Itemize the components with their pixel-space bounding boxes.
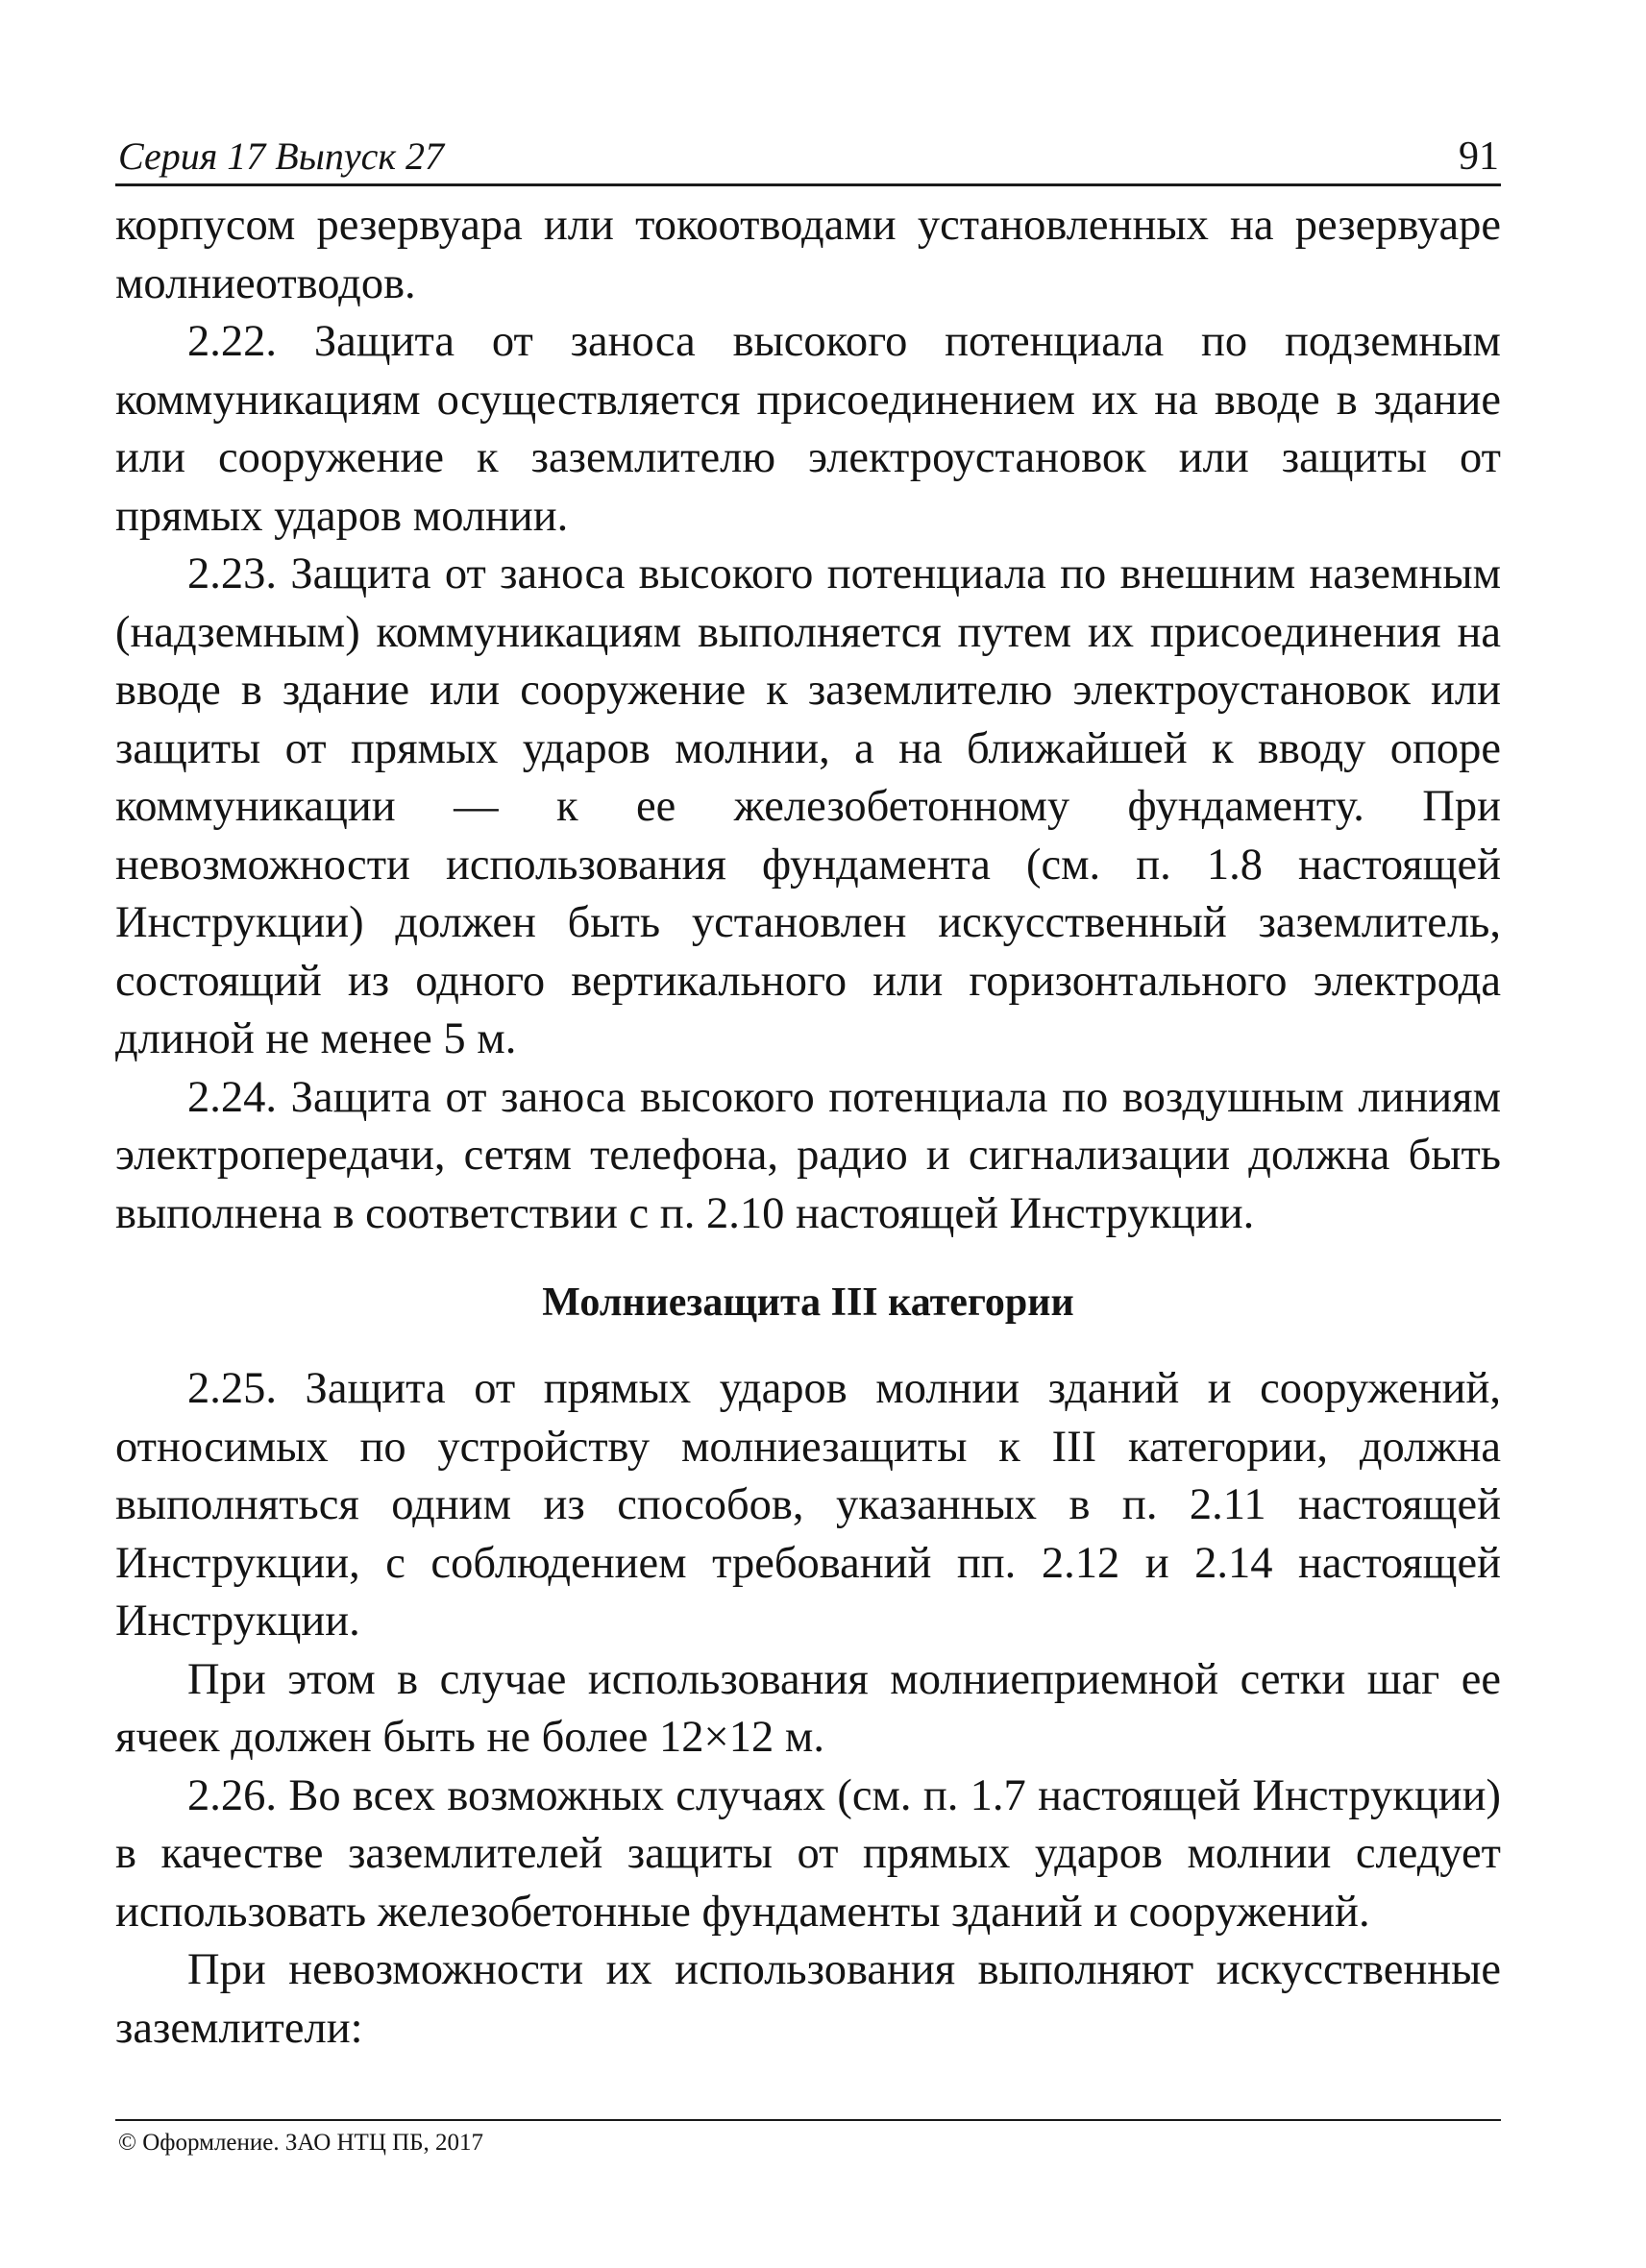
running-header [115, 127, 1499, 186]
paragraph-2-23: 2.23. Защита от заноса высокого потенциала по внешним наземным (надземным) коммуникациям выполняется путем их присоединения на вводе в здание или сооружение к заземлителю электроустановок или защиты от прямых ударов молнии, а на ближайшей к вводу опоре коммуникации — к ее железобетонному фундаменту. При невозможности использования фундамента (см. п. 1.8 настоящей Инструкции) должен быть установлен искусственный заземлитель, состоящий из одного вертикального или горизонтального электрода длиной не менее 5 м. [115, 549, 1501, 1063]
footer-rule [115, 2119, 1501, 2121]
footer-copyright: © Оформление. ЗАО НТЦ ПБ, 2017 [118, 2130, 484, 2156]
paragraph: корпусом резервуара или токоотводами установленных на резервуаре молниеотводов. [115, 201, 1501, 308]
series-title: Серия 17 Выпуск 27 [118, 134, 445, 178]
page-number: 91 [1459, 134, 1499, 179]
paragraph-2-25: 2.25. Защита от прямых ударов молнии зданий и сооружений, относимых по устройству молниезащиты к III категории, должна выполняться одним из способов, указанных в п. 2.11 настоящей Инструкции, с соблюдением требований пп. 2.12 и 2.14 настоящей Инструкции. [115, 1364, 1501, 1646]
paragraph-2-22: 2.22. Защита от заноса высокого потенциала по подземным коммуникациям осуществляется присоединением их на вводе в здание или сооружение к заземлителю электроустановок или защиты от прямых ударов молнии. [115, 317, 1501, 541]
paragraph-mesh: При этом в случае использования молниеприемной сетки шаг ее ячеек должен быть не более 12×12 м. [115, 1654, 1501, 1762]
paragraph-2-26: 2.26. Во всех возможных случаях (см. п. 1.7 настоящей Инструкции) в качестве заземлителей защиты от прямых ударов молнии следует использовать железобетонные фундаменты зданий и сооружений. [115, 1770, 1501, 1937]
section-heading: Молниезащита III категории [542, 1280, 1074, 1325]
paragraph-2-24: 2.24. Защита от заноса высокого потенциала по воздушным линиям электропередачи, сетям телефона, радио и сигнализации должна быть выполнена в соответствии с п. 2.10 настоящей Инструкции. [115, 1072, 1501, 1238]
body-text [115, 197, 1501, 2058]
paragraph-artificial-earthing: При невозможности их использования выполняют искусственные заземлители: [115, 1945, 1501, 2053]
header-rule [115, 183, 1501, 186]
